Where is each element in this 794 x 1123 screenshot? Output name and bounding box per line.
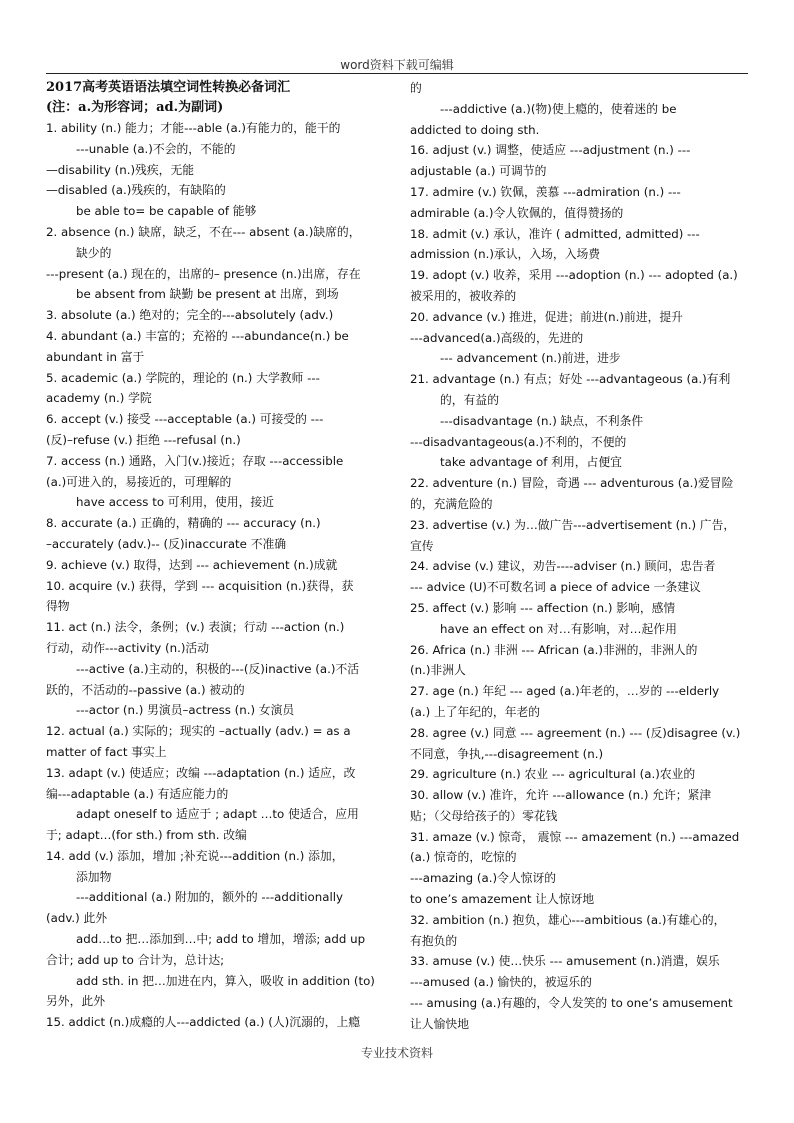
entry-line: academy (n.) 学院 bbox=[46, 391, 152, 406]
entry-line: ---disadvantageous(a.)不利的，不便的 bbox=[410, 434, 627, 449]
entry-line: adjustable (a.) 可调节的 bbox=[410, 164, 547, 179]
entry-line: have access to 可利用，使用，接近 bbox=[76, 495, 274, 510]
entry-line: ---active (a.)主动的，积极的---(反)inactive (a.)不活 bbox=[76, 661, 360, 676]
entry-line: add sth. in 把…加进在内，算入，吸收 in addition (to) bbox=[76, 973, 375, 988]
entry-line: 22. adventure (n.) 冒险，奇遇 --- adventurous (a.)爱冒险 bbox=[410, 476, 734, 491]
page-header: word资料下载可编辑 bbox=[340, 58, 454, 72]
entry-line: 10. acquire (v.) 获得，学到 --- acquisition (n.)获得，获 bbox=[46, 578, 354, 593]
entry-line: ---unable (a.)不会的，不能的 bbox=[76, 141, 236, 156]
left-column bbox=[46, 78, 400, 1033]
entry-line: 8. accurate (a.) 正确的，精确的 --- accuracy (n.) bbox=[46, 516, 321, 531]
entry-line: —disability (n.)残疾，无能 bbox=[46, 162, 195, 177]
entry-line: 29. agriculture (n.) 农业 --- agricultural (a.)农业的 bbox=[410, 767, 696, 782]
entry-line: ---amazing (a.)令人惊讶的 bbox=[410, 871, 557, 886]
entry-line: ---additional (a.) 附加的，额外的 ---additionally bbox=[76, 890, 343, 905]
entry-line: 让人愉快地 bbox=[410, 1016, 469, 1031]
entry-line: abundant in 富于 bbox=[46, 349, 145, 364]
entry-line: 15. addict (n.)成瘾的人---addicted (a.) (人)沉溺的，上瘾 bbox=[46, 1015, 361, 1030]
entry-line: ---actor (n.) 男演员–actress (n.) 女演员 bbox=[76, 703, 295, 718]
entry-line: (反)–refuse (v.) 拒绝 ---refusal (n.) bbox=[46, 432, 241, 447]
entry-line: (a.)可进入的，易接近的，可理解的 bbox=[46, 474, 232, 489]
entry-line: admission (n.)承认，入场，入场费 bbox=[410, 247, 601, 262]
entry-line: to one’s amazement 让人惊讶地 bbox=[410, 892, 595, 907]
entry-line: 17. admire (v.) 钦佩，羡慕 ---admiration (n.) --- bbox=[410, 184, 681, 199]
entry-line: 11. act (n.) 法令，条例；(v.) 表演；行动 ---action (n.) bbox=[46, 620, 345, 635]
entry-line: 33. amuse (v.) 使…快乐 --- amusement (n.)消遣，娱乐 bbox=[410, 954, 720, 969]
entry-line: 有抱负的 bbox=[410, 933, 458, 948]
left-entries bbox=[46, 118, 400, 1033]
entry-line: 23. advertise (v.) 为…做广告---advertisement (n.) 广告， bbox=[410, 517, 736, 532]
entry-line: 缺少的 bbox=[76, 245, 112, 260]
entry-line: ---addictive (a.)(物)使上瘾的，使着迷的 be bbox=[440, 101, 677, 116]
entry-line: adapt oneself to 适应于 ; adapt …to 使适合，应用 bbox=[76, 807, 359, 822]
entry-line: matter of fact 事实上 bbox=[46, 744, 167, 759]
entry-line: 6. accept (v.) 接受 ---acceptable (a.) 可接受的 --- bbox=[46, 412, 324, 427]
entry-line: 2. absence (n.) 缺席，缺乏，不在--- absent (a.)缺席的， bbox=[46, 224, 361, 239]
entry-line: admirable (a.)令人钦佩的，值得赞扬的 bbox=[410, 205, 624, 220]
entry-line: 30. allow (v.) 准许，允许 ---allowance (n.) 允许；紧津 bbox=[410, 788, 712, 803]
entry-line: ---amused (a.) 愉快的，被逗乐的 bbox=[410, 975, 592, 990]
entry-line: (n.)非洲人 bbox=[410, 663, 466, 678]
entry-line: 宣传 bbox=[410, 538, 434, 553]
entry-line: --- advancement (n.)前进，进步 bbox=[440, 351, 621, 366]
entry-line: (adv.) 此外 bbox=[46, 911, 108, 926]
entry-line: 于; adapt…(for sth.) from sth. 改编 bbox=[46, 828, 247, 843]
entry-line: –accurately (adv.)-- (反)inaccurate 不准确 bbox=[46, 536, 287, 551]
entry-line: 贴；（父母给孩子的）零花钱 bbox=[410, 808, 558, 823]
entry-line: ---disadvantage (n.) 缺点，不利条件 bbox=[440, 413, 644, 428]
entry-line: 9. achieve (v.) 取得，达到 --- achievement (n.)成就 bbox=[46, 557, 338, 572]
entry-line: 26. Africa (n.) 非洲 --- African (a.)非洲的，非洲人的 bbox=[410, 642, 698, 657]
right-entries bbox=[410, 78, 760, 1035]
entry-line: addicted to doing sth. bbox=[410, 122, 540, 137]
entry-line: 得物 bbox=[46, 599, 70, 614]
entry-line: (a.) 惊奇的，吃惊的 bbox=[410, 850, 517, 865]
right-column bbox=[410, 78, 760, 1035]
entry-line: 的 bbox=[410, 81, 422, 95]
entry-line: have an effect on 对…有影响，对…起作用 bbox=[440, 621, 677, 636]
entry-line: 添加物 bbox=[76, 869, 112, 884]
entry-line: 32. ambition (n.) 抱负，雄心---ambitious (a.)有雄心的， bbox=[410, 912, 726, 927]
entry-line: add…to 把…添加到…中; add to 增加，增添; add up bbox=[76, 932, 366, 947]
entry-line: 16. adjust (v.) 调整，使适应 ---adjustment (n.) --- bbox=[410, 143, 691, 158]
entry-line: be able to= be capable of 能够 bbox=[76, 204, 257, 219]
entry-line: ---present (a.) 现在的，出席的– presence (n.)出席，存在 bbox=[46, 266, 361, 281]
document-subtitle: (注：a.为形容词；ad.为副词) bbox=[46, 100, 224, 115]
entry-line: ---advanced(a.)高级的，先进的 bbox=[410, 330, 584, 345]
entry-line: 的，有益的 bbox=[440, 392, 499, 407]
entry-line: 20. advance (v.) 推进，促进；前进(n.)前进，提升 bbox=[410, 309, 683, 324]
entry-line: --- amusing (a.)有趣的，令人发笑的 to one’s amusement bbox=[410, 996, 733, 1011]
entry-line: 13. adapt (v.) 使适应；改编 ---adaptation (n.) 适应，改 bbox=[46, 765, 356, 780]
entry-line: 1. ability (n.) 能力；才能---able (a.)有能力的，能干的 bbox=[46, 121, 341, 135]
entry-line: 7. access (n.) 通路，入门(v.)接近；存取 ---accessible bbox=[46, 453, 344, 468]
entry-line: 另外，此外 bbox=[46, 994, 105, 1009]
entry-line: 5. academic (a.) 学院的，理论的 (n.) 大学教师 --- bbox=[46, 370, 320, 385]
header-rule bbox=[46, 73, 748, 74]
entry-line: 被采用的，被收养的 bbox=[410, 288, 517, 303]
entry-line: 不同意，争执,---disagreement (n.) bbox=[410, 746, 604, 761]
page-footer: 专业技术资料 bbox=[360, 1046, 433, 1060]
entry-line: (a.) 上了年纪的，年老的 bbox=[410, 704, 541, 719]
entry-line: 28. agree (v.) 同意 --- agreement (n.) --- (反)disagree (v.) bbox=[410, 725, 741, 740]
entry-line: 19. adopt (v.) 收养，采用 ---adoption (n.) --- adopted (a.) bbox=[410, 268, 738, 283]
entry-line: 行动，动作---activity (n.)活动 bbox=[46, 640, 210, 655]
entry-line: 3. absolute (a.) 绝对的；完全的---absolutely (adv.) bbox=[46, 308, 334, 323]
entry-line: 14. add (v.) 添加，增加 ;补充说---addition (n.) 添加， bbox=[46, 848, 344, 863]
entry-line: 4. abundant (a.) 丰富的；充裕的 ---abundance(n.) be bbox=[46, 328, 349, 343]
entry-line: 18. admit (v.) 承认，准许 ( admitted, admitted) --- bbox=[410, 226, 700, 241]
entry-line: 24. advise (v.) 建议，劝告----adviser (n.) 顾问，忠告者 bbox=[410, 559, 716, 574]
entry-line: 27. age (n.) 年纪 --- aged (a.)年老的，…岁的 ---elderly bbox=[410, 684, 720, 699]
entry-line: 的，充满危险的 bbox=[410, 496, 493, 511]
entry-line: 12. actual (a.) 实际的；现实的 –actually (adv.) = as a bbox=[46, 724, 351, 739]
entry-line: 合计; add up to 合计为，总计达; bbox=[46, 952, 225, 967]
entry-line: 跃的，不活动的--passive (a.) 被动的 bbox=[46, 682, 245, 697]
entry-line: be absent from 缺勤 be present at 出席，到场 bbox=[76, 287, 339, 302]
entry-line: --- advice (U)不可数名词 a piece of advice 一条建议 bbox=[410, 580, 701, 595]
entry-line: 编---adaptable (a.) 有适应能力的 bbox=[46, 786, 229, 801]
entry-line: 31. amaze (v.) 惊奇， 震惊 --- amazement (n.) ---amazed bbox=[410, 829, 740, 844]
entry-line: take advantage of 利用，占便宜 bbox=[440, 455, 622, 470]
entry-line: 21. advantage (n.) 有点；好处 ---advantageous (a.)有利 bbox=[410, 372, 731, 387]
entry-line: 25. affect (v.) 影响 --- affection (n.) 影响，感情 bbox=[410, 600, 676, 615]
entry-line: —disabled (a.)残疾的，有缺陷的 bbox=[46, 183, 226, 198]
document-title: 2017高考英语语法填空词性转换必备词汇 bbox=[46, 80, 291, 95]
